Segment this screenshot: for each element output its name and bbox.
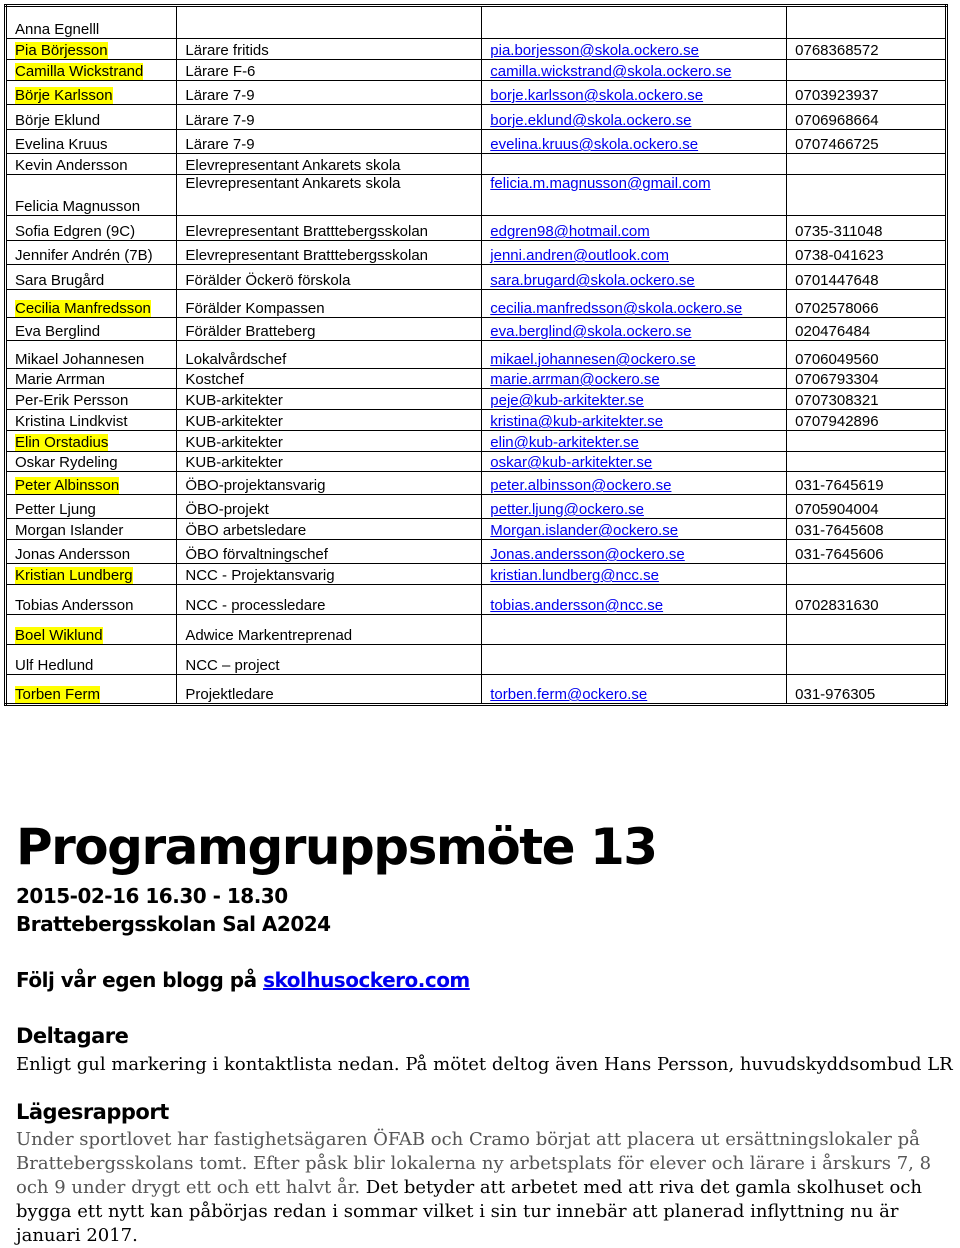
- table-row: [6, 241, 947, 265]
- contact-email-cell: [482, 105, 787, 130]
- contact-role: Lärare 7-9: [177, 81, 482, 105]
- contact-email-cell: [482, 410, 787, 431]
- contact-phone: 0706793304: [787, 369, 947, 389]
- contact-email-cell: [482, 369, 787, 389]
- contact-phone: 0703923937: [787, 81, 947, 105]
- contact-role: Kostchef: [177, 369, 482, 389]
- contact-name-cell: [6, 175, 177, 216]
- contact-role: Projektledare: [177, 675, 482, 705]
- contact-role: NCC - Projektansvarig: [177, 564, 482, 585]
- contact-email-link[interactable]: Morgan.islander@ockero.se: [490, 522, 679, 539]
- contact-name-cell: [6, 290, 177, 318]
- contact-name-cell: [6, 519, 177, 540]
- contact-email-link[interactable]: kristina@kub-arkitekter.se: [490, 413, 664, 430]
- contact-role: KUB-arkitekter: [177, 431, 482, 452]
- table-row: [6, 585, 947, 615]
- contact-email-cell: [482, 241, 787, 265]
- contact-email-link[interactable]: sara.brugard@skola.ockero.se: [490, 272, 695, 289]
- contact-name: Jennifer Andrén (7B): [15, 247, 153, 264]
- table-row: [6, 452, 947, 472]
- contact-role: Elevrepresentant Ankarets skola: [177, 154, 482, 175]
- contact-phone: 020476484: [787, 318, 947, 341]
- contact-email-link[interactable]: borje.karlsson@skola.ockero.se: [490, 87, 704, 104]
- contact-name-cell: [6, 6, 177, 39]
- contact-role: ÖBO förvaltningschef: [177, 540, 482, 564]
- table-row: [6, 431, 947, 452]
- contact-role: ÖBO-projektansvarig: [177, 472, 482, 495]
- contact-phone: 0735-311048: [787, 216, 947, 241]
- contact-phone: [787, 564, 947, 585]
- table-row: [6, 341, 947, 369]
- contact-name: Boel Wiklund: [15, 627, 103, 644]
- contact-name: Felicia Magnusson: [15, 198, 141, 215]
- contact-email-link[interactable]: peter.albinsson@ockero.se: [490, 477, 672, 494]
- contact-name: Pia Börjesson: [15, 42, 108, 59]
- meeting-title: Programgruppsmöte 13: [16, 818, 657, 876]
- contact-name-cell: [6, 318, 177, 341]
- participants-text: [16, 1053, 960, 1077]
- blog-link[interactable]: skolhusockero.com: [263, 968, 470, 992]
- contact-email-cell: [482, 585, 787, 615]
- table-row: [6, 615, 947, 645]
- status-report-text: [16, 1128, 960, 1248]
- contact-name: Per-Erik Persson: [15, 392, 129, 409]
- contact-name-cell: [6, 154, 177, 175]
- contact-email-cell: [482, 519, 787, 540]
- status-report-text-part1: Under sportlovet har fastighetsägaren ÖFAB och Cramo börjat att placera ut ersättningslokaler på Brattebergsskolans tomt. Efter påsk blir lokalerna ny arbetsplats för elever och lärare i årskurs 7, 8 och 9 under drygt ett och ett halvt år.: [16, 1129, 932, 1198]
- contact-email-link[interactable]: edgren98@hotmail.com: [490, 223, 650, 240]
- contact-name-cell: [6, 431, 177, 452]
- contact-role: Lärare fritids: [177, 39, 482, 60]
- contact-phone: 0707942896: [787, 410, 947, 431]
- blog-prefix: Följ vår egen blogg på: [16, 968, 264, 992]
- contact-name-cell: [6, 369, 177, 389]
- table-row: [6, 540, 947, 564]
- contact-phone: 031-7645608: [787, 519, 947, 540]
- contact-email-link[interactable]: cecilia.manfredsson@skola.ockero.se: [490, 300, 743, 317]
- contact-email-cell: [482, 452, 787, 472]
- contact-email-cell: [482, 175, 787, 216]
- contact-role: Förälder Kompassen: [177, 290, 482, 318]
- contact-email-cell: [482, 389, 787, 410]
- table-row: [6, 6, 947, 39]
- contact-email-cell: [482, 265, 787, 290]
- contact-email-link[interactable]: Jonas.andersson@ockero.se: [490, 546, 685, 563]
- contact-role: Elevrepresentant Ankarets skola: [177, 175, 482, 216]
- contact-name-cell: [6, 585, 177, 615]
- contact-name: Evelina Kruus: [15, 136, 108, 153]
- contact-name-cell: [6, 60, 177, 81]
- contact-email-link[interactable]: torben.ferm@ockero.se: [490, 686, 648, 703]
- contact-name-cell: [6, 452, 177, 472]
- contact-name: Sara Brugård: [15, 272, 105, 289]
- contact-phone: 0768368572: [787, 39, 947, 60]
- contact-name: Camilla Wickstrand: [15, 63, 144, 80]
- contact-name-cell: [6, 389, 177, 410]
- table-row: [6, 472, 947, 495]
- contact-role: KUB-arkitekter: [177, 452, 482, 472]
- participants-heading: Deltagare: [16, 1024, 129, 1048]
- contact-name-cell: [6, 564, 177, 585]
- participants-text-part1: Enligt gul markering i kontaktlista nedan.: [16, 1054, 400, 1075]
- contact-name-cell: [6, 410, 177, 431]
- contact-name: Ulf Hedlund: [15, 657, 94, 674]
- table-row: [6, 265, 947, 290]
- contact-table: [4, 4, 948, 706]
- status-report-heading: Lägesrapport: [16, 1100, 169, 1124]
- contact-email-cell: [482, 472, 787, 495]
- table-row: [6, 645, 947, 675]
- contact-phone: 0738-041623: [787, 241, 947, 265]
- contact-phone: [787, 452, 947, 472]
- contact-name: Morgan Islander: [15, 522, 124, 539]
- contact-email-link[interactable]: peje@kub-arkitekter.se: [490, 392, 644, 409]
- contact-role: Förälder Bratteberg: [177, 318, 482, 341]
- contact-role: ÖBO-projekt: [177, 495, 482, 519]
- contact-role: KUB-arkitekter: [177, 410, 482, 431]
- contact-role: Adwice Markentreprenad: [177, 615, 482, 645]
- contact-email-cell: [482, 81, 787, 105]
- table-row: [6, 369, 947, 389]
- contact-email-cell: [482, 290, 787, 318]
- contact-phone: 0707308321: [787, 389, 947, 410]
- contact-role: NCC – project: [177, 645, 482, 675]
- contact-phone: 0706049560: [787, 341, 947, 369]
- contact-phone: 031-7645606: [787, 540, 947, 564]
- contact-email-link[interactable]: evelina.kruus@skola.ockero.se: [490, 136, 699, 153]
- contact-email-link[interactable]: felicia.m.magnusson@gmail.com: [490, 175, 711, 192]
- contact-name-cell: [6, 81, 177, 105]
- table-row: [6, 410, 947, 431]
- table-row: [6, 389, 947, 410]
- contact-email-link[interactable]: pia.borjesson@skola.ockero.se: [490, 42, 699, 59]
- contact-name-cell: [6, 265, 177, 290]
- contact-table-body: [6, 6, 947, 705]
- contact-email-link[interactable]: elin@kub-arkitekter.se: [490, 434, 639, 451]
- contact-email-cell: [482, 39, 787, 60]
- contact-name: Marie Arrman: [15, 371, 106, 388]
- table-row: [6, 105, 947, 130]
- contact-name: Kristina Lindkvist: [15, 413, 128, 430]
- table-row: [6, 216, 947, 241]
- contact-name: Kristian Lundberg: [15, 567, 133, 584]
- contact-phone: [787, 175, 947, 216]
- contact-phone: 031-976305: [787, 675, 947, 705]
- contact-phone: 0705904004: [787, 495, 947, 519]
- contact-phone: [787, 431, 947, 452]
- contact-email-link[interactable]: camilla.wickstrand@skola.ockero.se: [490, 63, 732, 80]
- contact-role: Lärare 7-9: [177, 105, 482, 130]
- contact-name: Anna Egnelll: [15, 21, 100, 38]
- contact-email-link[interactable]: kristian.lundberg@ncc.se: [490, 567, 659, 584]
- contact-name: Torben Ferm: [15, 686, 101, 703]
- contact-phone: 0702831630: [787, 585, 947, 615]
- table-row: [6, 60, 947, 81]
- contact-name: Eva Berglind: [15, 323, 101, 340]
- contact-role: ÖBO arbetsledare: [177, 519, 482, 540]
- contact-email-cell: [482, 645, 787, 675]
- table-row: [6, 154, 947, 175]
- contact-phone: 0701447648: [787, 265, 947, 290]
- contact-name: Sofia Edgren (9C): [15, 223, 136, 240]
- contact-email-cell: [482, 431, 787, 452]
- contact-phone: 0706968664: [787, 105, 947, 130]
- contact-name-cell: [6, 216, 177, 241]
- contact-email-cell: [482, 216, 787, 241]
- contact-email-cell: [482, 341, 787, 369]
- contact-email-cell: [482, 540, 787, 564]
- contact-name: Peter Albinsson: [15, 477, 120, 494]
- contact-name: Jonas Andersson: [15, 546, 131, 563]
- contact-name-cell: [6, 495, 177, 519]
- contact-name: Petter Ljung: [15, 501, 96, 518]
- meeting-location: Brattebergsskolan Sal A2024: [16, 912, 331, 936]
- contact-email-cell: [482, 564, 787, 585]
- status-report-text-part2: Det betyder att arbetet med att riva det gamla skolhuset och bygga ett nytt kan påbörjas redan i sommar vilket i sin tur innebär att planerad inflyttning nu är januari 2017.: [16, 1177, 922, 1246]
- contact-name: Oskar Rydeling: [15, 454, 118, 471]
- contact-email-cell: [482, 318, 787, 341]
- contact-name-cell: [6, 105, 177, 130]
- contact-name: Mikael Johannesen: [15, 351, 145, 368]
- meeting-datetime: 2015-02-16 16.30 - 18.30: [16, 884, 288, 908]
- contact-email-link[interactable]: oskar@kub-arkitekter.se: [490, 454, 653, 471]
- contact-email-cell: [482, 675, 787, 705]
- contact-email-link[interactable]: marie.arrman@ockero.se: [490, 371, 660, 388]
- contact-email-link[interactable]: tobias.andersson@ncc.se: [490, 597, 664, 614]
- table-row: [6, 81, 947, 105]
- contact-role: Lärare F-6: [177, 60, 482, 81]
- contact-role: Förälder Öckerö förskola: [177, 265, 482, 290]
- contact-phone: 0702578066: [787, 290, 947, 318]
- contact-phone: [787, 60, 947, 81]
- table-row: [6, 175, 947, 216]
- table-row: [6, 519, 947, 540]
- contact-role: Elevrepresentant Bratttebergsskolan: [177, 216, 482, 241]
- contact-email-link[interactable]: jenni.andren@outlook.com: [490, 247, 669, 264]
- contact-email-cell: [482, 154, 787, 175]
- contact-name-cell: [6, 645, 177, 675]
- contact-name-cell: [6, 472, 177, 495]
- contact-role: KUB-arkitekter: [177, 389, 482, 410]
- blog-line: [16, 968, 470, 992]
- contact-email-cell: [482, 615, 787, 645]
- contact-name: Cecilia Manfredsson: [15, 300, 151, 317]
- contact-role: Lokalvårdschef: [177, 341, 482, 369]
- contact-name: Börje Eklund: [15, 112, 101, 129]
- contact-email-cell: [482, 6, 787, 39]
- table-row: [6, 495, 947, 519]
- contact-phone: 031-7645619: [787, 472, 947, 495]
- participants-text-part2: På mötet deltog även Hans Persson, huvudskyddsombud LR: [399, 1054, 953, 1075]
- contact-name: Elin Orstadius: [15, 434, 109, 451]
- contact-phone: [787, 615, 947, 645]
- contact-name: Börje Karlsson: [15, 87, 113, 104]
- contact-email-link[interactable]: borje.eklund@skola.ockero.se: [490, 112, 692, 129]
- contact-name: Kevin Andersson: [15, 157, 128, 174]
- contact-phone: [787, 6, 947, 39]
- contact-role: [177, 6, 482, 39]
- contact-role: Lärare 7-9: [177, 130, 482, 154]
- contact-name-cell: [6, 615, 177, 645]
- contact-email-cell: [482, 130, 787, 154]
- contact-email-link[interactable]: mikael.johannesen@ockero.se: [490, 351, 696, 368]
- table-row: [6, 39, 947, 60]
- contact-email-link[interactable]: petter.ljung@ockero.se: [490, 501, 644, 518]
- contact-name-cell: [6, 241, 177, 265]
- table-row: [6, 675, 947, 705]
- contact-name-cell: [6, 540, 177, 564]
- contact-name-cell: [6, 341, 177, 369]
- contact-name-cell: [6, 39, 177, 60]
- table-row: [6, 564, 947, 585]
- table-row: [6, 318, 947, 341]
- table-row: [6, 130, 947, 154]
- contact-email-cell: [482, 60, 787, 81]
- contact-name-cell: [6, 675, 177, 705]
- contact-role: NCC - processledare: [177, 585, 482, 615]
- contact-email-cell: [482, 495, 787, 519]
- contact-name: Tobias Andersson: [15, 597, 134, 614]
- contact-phone: [787, 154, 947, 175]
- contact-phone: 0707466725: [787, 130, 947, 154]
- contact-role: Elevrepresentant Bratttebergsskolan: [177, 241, 482, 265]
- contact-email-link[interactable]: eva.berglind@skola.ockero.se: [490, 323, 692, 340]
- contact-name-cell: [6, 130, 177, 154]
- contact-phone: [787, 645, 947, 675]
- table-row: [6, 290, 947, 318]
